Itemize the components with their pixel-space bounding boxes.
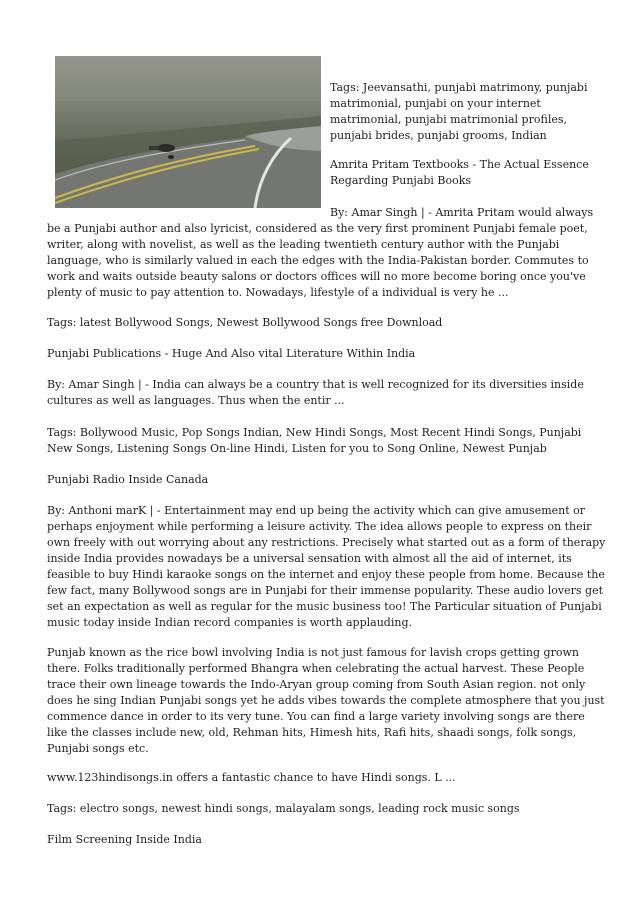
article-title: Amrita Pritam Textbooks - The Actual Essence Regarding Punjabi Books [330, 158, 589, 187]
article-body: be a Punjabi author and also lyricist, considered as the very first prominent Punjabi female poet, writer, along with novelist, as well as the leading twentieth century author with the Punjabi language, who is similarly valued in each the edges with the India-Pakistan border. Commutes to work and waits outside beauty salons or doctors offices will no more become boring once you've plenty of music to pay attention to. Nowadays, lifestyle of a individual is very he ... [47, 222, 589, 299]
article-body: By: Amar Singh | - India can always be a country that is well recognized for its diversities inside cultures as well as languages. Thus when the entir ... [47, 378, 584, 407]
article-body: By: Anthoni marK | - Entertainment may end up being the activity which can give amusement or perhaps enjoyment while performing a leisure activity. The idea allows people to express on their own freely with out worrying about any restrictions. Precisely what started out as a form of therapy inside India provides nowadays be a universal sensation with almost all the aid of internet, its feasible to buy Hindi karaoke songs on the internet and enjoy these people from home. Because the few fact, many Bollywood songs are in Punjabi for their immense popularity. These audio lovers get set an expectation as well as regular for the music business too! The Particular situation of Punjabi music today inside Indian record companies is worth applauding. [47, 504, 606, 629]
article-title: Punjabi Radio Inside Canada [47, 473, 209, 486]
tags-paragraph: Tags: Bollywood Music, Pop Songs Indian, New Hindi Songs, Most Recent Hindi Songs, Punjabi New Songs, Listening Songs On-line Hindi, Listen for you to Song Online, Newest Punjab [47, 426, 582, 455]
tags-paragraph: Tags: electro songs, newest hindi songs, malayalam songs, leading rock music songs [47, 802, 520, 815]
article-body: www.123hindisongs.in offers a fantastic chance to have Hindi songs. L ... [47, 771, 456, 784]
road-photo [55, 56, 321, 208]
tags-paragraph: Tags: latest Bollywood Songs, Newest Bollywood Songs free Download [47, 316, 443, 329]
article-body: Punjab known as the rice bowl involving India is not just famous for lavish crops getting grown there. Folks traditionally performed Bhangra when celebrating the actual harvest. These People trace their own lineage towards the Indo-Aryan group coming from South Asian region. not only does he sing Indian Punjabi songs yet he adds vibes towards the complete atmosphere that you just commence dance in order to its very tune. You can find a large variety involving songs are there like the classes include new, old, Rehman hits, Himesh hits, Rafi hits, shaadi songs, folk songs, Punjabi songs etc. [47, 646, 605, 755]
article-title: Film Screening Inside India [47, 833, 202, 846]
article-title: Punjabi Publications - Huge And Also vital Literature Within India [47, 347, 416, 360]
byline-first-line: By: Amar Singh | - Amrita Pritam would always [330, 206, 594, 219]
tags-paragraph: Tags: Jeevansathi, punjabi matrimony, punjabi matrimonial, punjabi on your internet matrimonial, punjabi matrimonial profiles, punjabi brides, punjabi grooms, Indian [330, 81, 588, 142]
